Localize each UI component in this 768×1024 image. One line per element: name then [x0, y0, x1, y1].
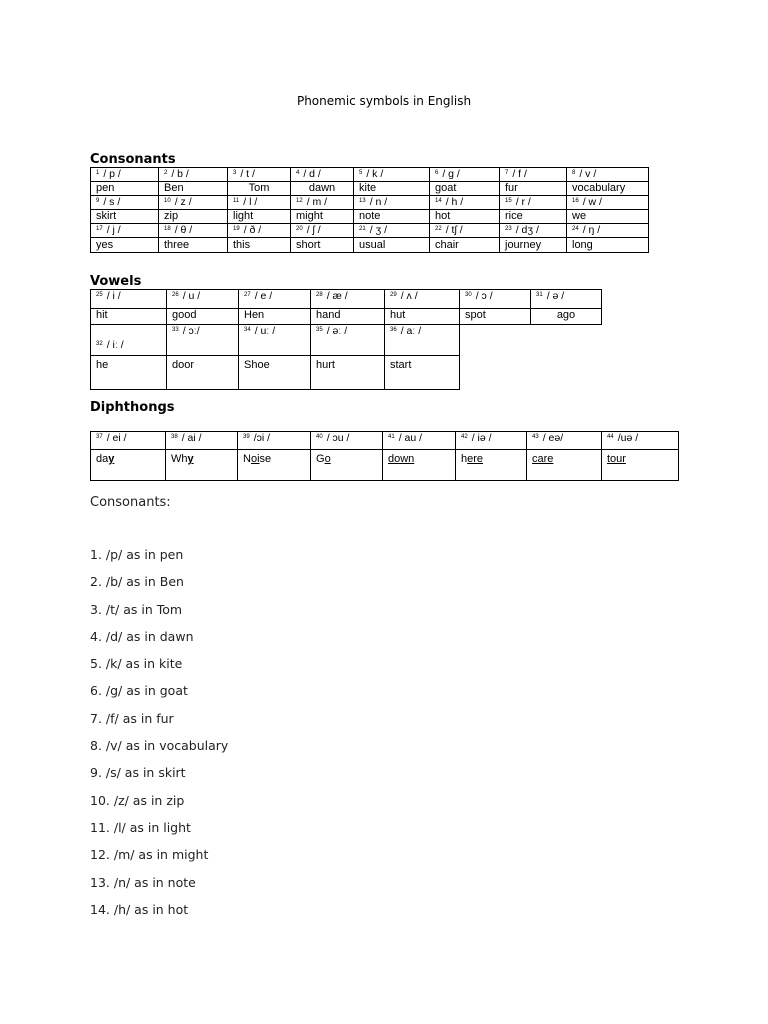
- phoneme-symbol: / k /: [366, 168, 384, 180]
- symbol-number: 34: [244, 327, 251, 333]
- symbol-cell: [91, 432, 166, 450]
- symbol-number: 29: [390, 292, 397, 298]
- phoneme-symbol: / uː /: [254, 325, 276, 337]
- example-cell: [385, 309, 460, 325]
- diphthongs-table: [90, 431, 679, 481]
- example-word: zip: [164, 210, 179, 222]
- symbol-cell: [311, 290, 385, 309]
- example-word: kite: [359, 182, 377, 194]
- symbol-cell: [291, 168, 354, 182]
- example-word: dawn: [308, 182, 336, 194]
- phoneme-symbol: / s /: [103, 196, 121, 208]
- symbol-number: 2: [164, 170, 168, 176]
- symbol-number: 31: [536, 292, 543, 298]
- example-word: skirt: [96, 210, 117, 222]
- phoneme-symbol: / ŋ /: [582, 224, 601, 236]
- empty-cell: [460, 325, 531, 356]
- symbol-cell: [567, 224, 649, 238]
- example-cell: [527, 450, 602, 481]
- phoneme-symbol: / n /: [369, 196, 388, 208]
- symbol-cell: [383, 432, 456, 450]
- phoneme-symbol: / d /: [303, 168, 321, 180]
- example-word: hut: [390, 309, 406, 321]
- example-word: journey: [505, 238, 542, 251]
- example-cell: [500, 182, 567, 196]
- list-item: 14. /h/ as in hot: [90, 901, 189, 917]
- symbol-row: [91, 168, 649, 182]
- example-word: long: [572, 238, 593, 251]
- symbol-number: 11: [233, 198, 240, 204]
- symbol-cell: [228, 196, 291, 210]
- example-word: note: [359, 210, 381, 222]
- symbol-cell: [500, 168, 567, 182]
- phoneme-symbol: / dʒ /: [515, 224, 539, 236]
- symbol-cell: [430, 224, 500, 238]
- symbol-number: 43: [532, 434, 539, 440]
- phoneme-symbol: / h /: [445, 196, 464, 208]
- symbol-number: 20: [296, 226, 303, 232]
- example-cell: [91, 356, 167, 390]
- symbol-cell: [239, 325, 311, 356]
- list-item: 2. /b/ as in Ben: [90, 574, 184, 590]
- symbol-number: 22: [435, 226, 442, 232]
- example-cell: [500, 238, 567, 253]
- symbol-number: 42: [461, 434, 468, 440]
- phoneme-symbol: / r /: [515, 196, 531, 208]
- example-cell: [91, 238, 159, 253]
- list-item: 7. /f/ as in fur: [90, 710, 174, 726]
- phoneme-symbol: / i /: [106, 290, 121, 302]
- example-cell: [567, 238, 649, 253]
- example-word: spot: [465, 309, 486, 321]
- phoneme-symbol: /ɔi /: [253, 432, 271, 444]
- phoneme-symbol: / au /: [398, 432, 423, 444]
- example-word: start: [390, 359, 412, 371]
- symbol-cell: [354, 196, 430, 210]
- symbol-cell: [159, 168, 228, 182]
- symbol-cell: [228, 224, 291, 238]
- example-cell: [500, 210, 567, 224]
- symbol-number: 23: [505, 226, 512, 232]
- symbol-number: 13: [359, 198, 366, 204]
- list-item: 6. /g/ as in goat: [90, 683, 188, 699]
- symbol-cell: [311, 432, 383, 450]
- example-cell: [430, 182, 500, 196]
- example-word: door: [172, 359, 195, 371]
- diphthongs-heading: Diphthongs: [90, 400, 175, 415]
- example-cell: [354, 210, 430, 224]
- example-cell: [238, 450, 311, 481]
- phoneme-symbol: / w /: [582, 196, 602, 208]
- example-cell: [311, 309, 385, 325]
- symbol-number: 40: [316, 434, 323, 440]
- example-word-underlined: care: [532, 453, 554, 465]
- example-cell: [291, 210, 354, 224]
- symbol-number: 15: [505, 198, 512, 204]
- phoneme-symbol: / əː /: [326, 325, 348, 337]
- list-item: 1. /p/ as in pen: [90, 547, 184, 562]
- example-word-start: da: [96, 453, 109, 465]
- example-word: fur: [505, 182, 518, 194]
- example-cell: [311, 356, 385, 390]
- example-cell: [291, 182, 354, 196]
- example-cell: [383, 450, 456, 481]
- phoneme-symbol: / f /: [512, 168, 527, 180]
- example-word-start: Wh: [171, 453, 188, 465]
- symbol-number: 39: [243, 434, 250, 440]
- symbol-number: 25: [96, 292, 103, 298]
- example-cell: [91, 210, 159, 224]
- example-cell: [354, 182, 430, 196]
- phoneme-symbol: / ə /: [546, 290, 565, 302]
- symbol-number: 16: [572, 198, 579, 204]
- example-word: hit: [96, 309, 108, 321]
- symbol-cell: [91, 325, 167, 356]
- symbol-cell: [291, 224, 354, 238]
- example-word-start: N: [243, 453, 251, 465]
- phoneme-symbol: / z /: [174, 196, 192, 208]
- symbol-cell: [500, 224, 567, 238]
- symbol-cell: [159, 196, 228, 210]
- example-row: [91, 309, 602, 325]
- symbol-row: [91, 432, 679, 450]
- example-cell: [602, 450, 679, 481]
- symbol-number: 19: [233, 226, 240, 232]
- example-word-underlined: y: [108, 453, 115, 465]
- example-word: vocabulary: [572, 182, 626, 194]
- example-word: usual: [359, 238, 386, 251]
- symbol-number: 24: [572, 226, 579, 232]
- example-cell: [228, 210, 291, 224]
- example-word: Shoe: [244, 359, 270, 371]
- example-cell: [228, 182, 291, 196]
- list-item: 9. /s/ as in skirt: [90, 765, 186, 781]
- symbol-cell: [311, 325, 385, 356]
- phoneme-symbol: / θ /: [174, 224, 193, 236]
- symbol-number: 41: [388, 434, 395, 440]
- symbol-cell: [238, 432, 311, 450]
- example-row: [91, 450, 679, 481]
- symbol-cell: [291, 196, 354, 210]
- phoneme-symbol: / j /: [106, 224, 121, 236]
- example-word: we: [572, 210, 587, 222]
- phoneme-symbol: / t /: [240, 168, 255, 180]
- example-word-underlined: down: [388, 453, 415, 465]
- phoneme-symbol: / e /: [254, 290, 273, 302]
- consonants-table: [90, 167, 649, 253]
- consonants-heading: Consonants: [90, 152, 176, 167]
- example-word: three: [164, 238, 190, 251]
- example-cell: [91, 182, 159, 196]
- symbol-number: 3: [233, 170, 237, 176]
- example-word: light: [233, 210, 254, 222]
- symbol-cell: [602, 432, 679, 450]
- symbol-row: [91, 196, 649, 210]
- symbol-cell: [159, 224, 228, 238]
- example-word: ago: [556, 309, 576, 321]
- example-cell: [167, 356, 239, 390]
- symbol-number: 12: [296, 198, 303, 204]
- example-word: pen: [96, 182, 115, 194]
- example-word-underlined: tour: [607, 453, 626, 465]
- list-item: 4. /d/ as in dawn: [90, 628, 194, 644]
- example-word-underlined: y: [187, 453, 194, 465]
- symbol-cell: [430, 168, 500, 182]
- symbol-number: 14: [435, 198, 442, 204]
- example-word: short: [296, 238, 321, 251]
- symbol-number: 30: [465, 292, 472, 298]
- example-cell: [239, 309, 311, 325]
- example-cell: [91, 309, 167, 325]
- example-cell: [430, 238, 500, 253]
- symbol-number: 35: [316, 327, 323, 333]
- symbol-cell: [91, 196, 159, 210]
- phoneme-symbol: / aː /: [400, 325, 422, 337]
- example-word: hot: [435, 210, 451, 222]
- symbol-cell: [91, 168, 159, 182]
- symbol-number: 32: [96, 341, 103, 347]
- phoneme-symbol: / eə/: [542, 432, 564, 444]
- empty-cell: [531, 325, 602, 356]
- example-cell: [291, 238, 354, 253]
- example-cell: [385, 356, 460, 390]
- example-cell: [354, 238, 430, 253]
- example-word: might: [296, 210, 323, 222]
- empty-cell: [531, 356, 602, 390]
- phoneme-symbol: / ʒ /: [369, 224, 388, 236]
- example-word-end: se: [259, 453, 272, 465]
- symbol-number: 10: [164, 198, 171, 204]
- phoneme-symbol: / iə /: [471, 432, 492, 444]
- list-item: 5. /k/ as in kite: [90, 656, 183, 672]
- example-cell: [91, 450, 166, 481]
- example-word-underlined: o: [324, 453, 331, 465]
- symbol-cell: [354, 168, 430, 182]
- phoneme-symbol: / æ /: [326, 290, 348, 302]
- consonant-list: [90, 546, 228, 928]
- example-word: chair: [435, 238, 459, 251]
- symbol-cell: [91, 290, 167, 309]
- list-item: 3. /t/ as in Tom: [90, 601, 183, 617]
- symbol-number: 1: [96, 170, 100, 176]
- symbol-cell: [460, 290, 531, 309]
- phoneme-symbol: / v /: [579, 168, 597, 180]
- symbol-cell: [531, 290, 602, 309]
- example-cell: [531, 309, 602, 325]
- list-item: 11. /l/ as in light: [90, 819, 191, 835]
- example-cell: [311, 450, 383, 481]
- example-word: rice: [505, 210, 523, 222]
- symbol-cell: [167, 325, 239, 356]
- phoneme-symbol: / ɔː/: [182, 325, 200, 337]
- symbol-number: 7: [505, 170, 509, 176]
- example-row: [91, 356, 602, 390]
- example-word: Ben: [164, 182, 184, 194]
- symbol-number: 26: [172, 292, 179, 298]
- example-cell: [430, 210, 500, 224]
- example-word: hand: [316, 309, 341, 321]
- vowels-heading: Vowels: [90, 274, 142, 289]
- symbol-number: 4: [296, 170, 300, 176]
- phoneme-symbol: / ʌ /: [400, 290, 418, 302]
- list-item: 13. /n/ as in note: [90, 874, 196, 890]
- phoneme-symbol: / ai /: [181, 432, 202, 444]
- example-cell: [460, 309, 531, 325]
- list-item: 10. /z/ as in zip: [90, 792, 185, 808]
- example-row: [91, 238, 649, 253]
- example-cell: [239, 356, 311, 390]
- phoneme-symbol: / u /: [182, 290, 201, 302]
- example-cell: [567, 182, 649, 196]
- phoneme-symbol: / ð /: [243, 224, 262, 236]
- symbol-number: 36: [390, 327, 397, 333]
- example-row: [91, 210, 649, 224]
- symbol-row: [91, 290, 602, 309]
- phoneme-symbol: / tʃ /: [445, 224, 463, 236]
- example-word: Tom: [248, 182, 270, 194]
- symbol-cell: [430, 196, 500, 210]
- example-cell: [228, 238, 291, 253]
- example-word: goat: [435, 182, 457, 194]
- phoneme-symbol: / ɔ /: [475, 290, 493, 302]
- phoneme-symbol: / g /: [442, 168, 460, 180]
- example-word-underlined: ere: [467, 453, 484, 465]
- symbol-cell: [385, 290, 460, 309]
- example-cell: [456, 450, 527, 481]
- example-word: he: [96, 359, 109, 371]
- symbol-number: 27: [244, 292, 251, 298]
- example-word-start: G: [316, 453, 325, 465]
- example-word: yes: [96, 238, 114, 251]
- symbol-cell: [228, 168, 291, 182]
- example-word: hurt: [316, 359, 335, 371]
- phoneme-symbol: /uə /: [617, 432, 639, 444]
- symbol-cell: [354, 224, 430, 238]
- symbol-number: 44: [607, 434, 614, 440]
- document-title: Phonemic symbols in English: [296, 94, 472, 108]
- symbol-number: 17: [96, 226, 103, 232]
- symbol-number: 9: [96, 198, 100, 204]
- example-cell: [167, 309, 239, 325]
- phoneme-symbol: / l /: [243, 196, 258, 208]
- vowels-table: [90, 289, 602, 390]
- symbol-number: 18: [164, 226, 171, 232]
- symbol-number: 8: [572, 170, 576, 176]
- symbol-number: 33: [172, 327, 179, 333]
- symbol-number: 37: [96, 434, 103, 440]
- phoneme-symbol: / ei /: [106, 432, 127, 444]
- symbol-number: 6: [435, 170, 439, 176]
- symbol-cell: [500, 196, 567, 210]
- symbol-row: [91, 224, 649, 238]
- example-word: good: [172, 309, 197, 321]
- phoneme-symbol: / p /: [103, 168, 121, 180]
- list-item: 12. /m/ as in might: [90, 847, 209, 863]
- symbol-cell: [385, 325, 460, 356]
- list-item: 8. /v/ as in vocabulary: [90, 738, 229, 754]
- symbol-cell: [527, 432, 602, 450]
- example-word: this: [233, 238, 251, 251]
- symbol-cell: [91, 224, 159, 238]
- phoneme-symbol: / iː /: [106, 339, 124, 351]
- phoneme-symbol: / m /: [306, 196, 328, 208]
- example-row: [91, 182, 649, 196]
- consonant-list-heading: Consonants:: [90, 495, 171, 510]
- symbol-cell: [167, 290, 239, 309]
- symbol-cell: [456, 432, 527, 450]
- example-cell: [166, 450, 238, 481]
- symbol-number: 28: [316, 292, 323, 298]
- example-cell: [159, 182, 228, 196]
- symbol-cell: [567, 196, 649, 210]
- phoneme-symbol: / ɔu /: [326, 432, 350, 444]
- symbol-cell: [239, 290, 311, 309]
- empty-cell: [460, 356, 531, 390]
- symbol-row: [91, 325, 602, 356]
- example-word: Hen: [244, 309, 265, 321]
- symbol-cell: [567, 168, 649, 182]
- symbol-number: 38: [171, 434, 178, 440]
- example-cell: [159, 210, 228, 224]
- example-word-underlined: oi: [250, 453, 260, 465]
- symbol-number: 5: [359, 170, 363, 176]
- example-cell: [159, 238, 228, 253]
- phoneme-symbol: / b /: [171, 168, 189, 180]
- symbol-number: 21: [359, 226, 366, 232]
- phoneme-symbol: / ʃ /: [306, 224, 321, 236]
- example-word-start: h: [461, 453, 468, 465]
- example-cell: [567, 210, 649, 224]
- symbol-cell: [166, 432, 238, 450]
